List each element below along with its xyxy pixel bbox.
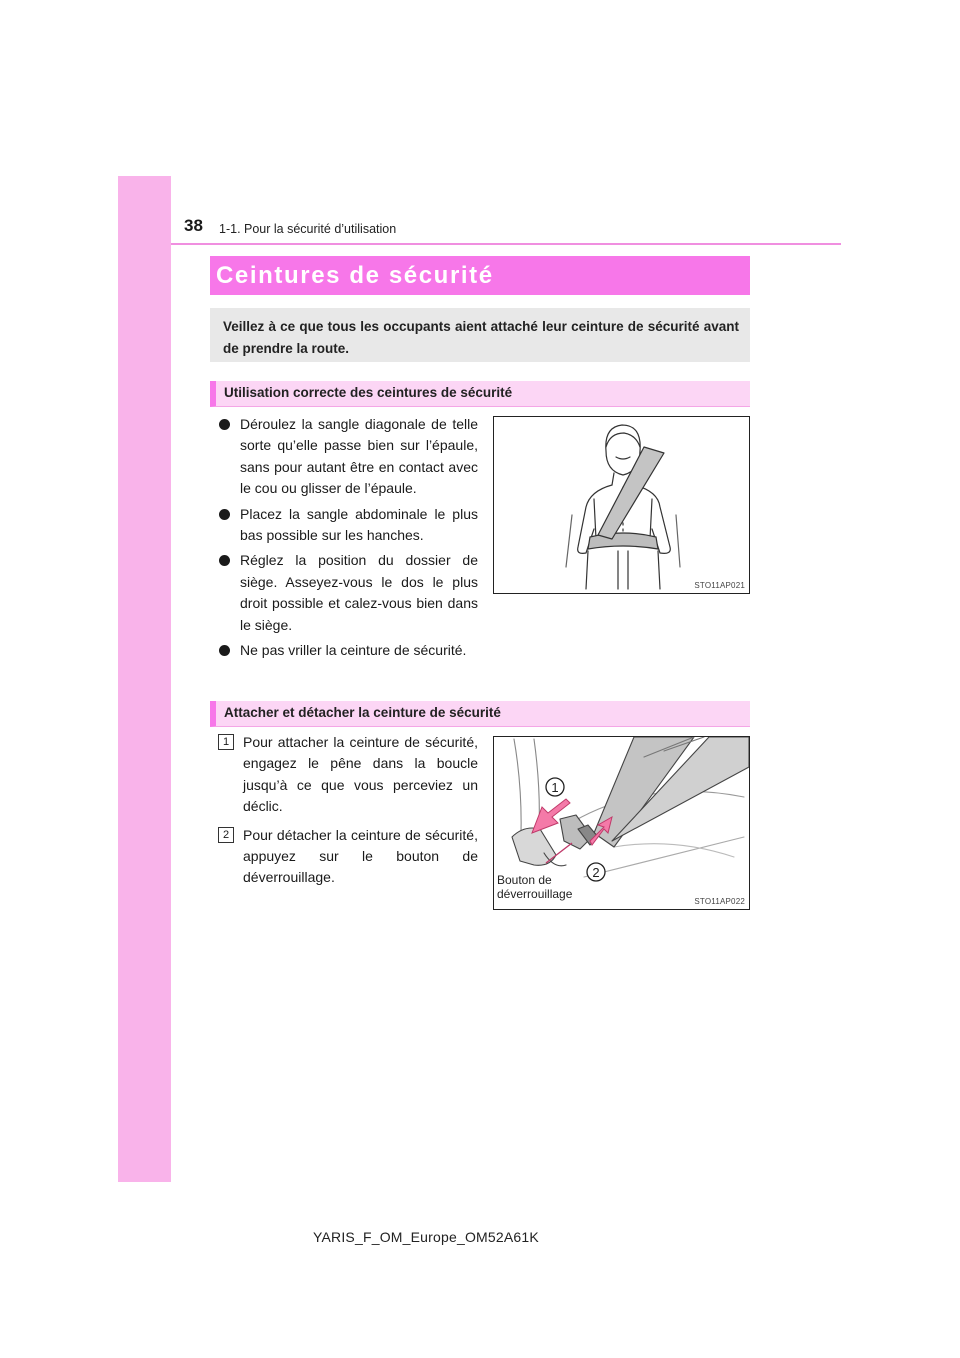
section-reference: 1-1. Pour la sécurité d’utilisation — [219, 222, 397, 236]
bullet-icon — [219, 419, 230, 430]
list-item: Ne pas vriller la ceinture de sécurité. — [210, 640, 478, 661]
seated-person-illustration — [494, 417, 749, 593]
section-heading-buckle-text: Attacher et détacher la ceinture de sécurité — [224, 705, 501, 720]
buckle-steps — [210, 732, 478, 896]
intro-text: Veillez à ce que tous les occupants aient attaché leur ceinture de sécurité avant de prendre la route. — [223, 319, 739, 356]
figure-code: STO11AP021 — [694, 581, 745, 590]
section-heading-usage-text: Utilisation correcte des ceintures de sécurité — [224, 385, 513, 400]
bullet-icon — [219, 645, 230, 656]
section-heading-buckle — [210, 701, 750, 727]
figure-buckle — [493, 736, 750, 910]
footer-document-code: YARIS_F_OM_Europe_OM52A61K — [313, 1229, 539, 1245]
bullet-icon — [219, 509, 230, 520]
page-title: Ceintures de sécurité — [216, 262, 494, 289]
page-number: 38 — [184, 216, 203, 235]
step-2: 2 Pour détacher la ceinture de sécurité, appuyez sur le bouton de déverrouillage. — [210, 825, 478, 889]
side-tab-band — [118, 176, 171, 1182]
step-1: 1 Pour attacher la ceinture de sécurité, engagez le pêne dans la boucle jusqu’à ce que vous perceviez un déclic. — [210, 732, 478, 818]
figure-code: STO11AP022 — [694, 897, 745, 906]
list-item: Réglez la position du dossier de siège. Asseyez-vous le dos le plus droit possible et calez-vous bien dans le siège. — [210, 550, 478, 636]
figure-seated-person-belt — [493, 416, 750, 594]
list-item: Déroulez la sangle diagonale de telle sorte qu’elle passe bien sur l’épaule, sans pour autant être en contact avec le cou ou glisser de l’épaule. — [210, 414, 478, 500]
usage-bullet-list — [210, 414, 478, 665]
release-button-label: Bouton de déverrouillage — [497, 873, 573, 901]
step-number-icon: 2 — [218, 827, 234, 843]
bullet-icon — [219, 555, 230, 566]
callout-2: 2 — [592, 865, 600, 880]
list-item: Placez la sangle abdominale le plus bas possible sur les hanches. — [210, 504, 478, 547]
header-rule — [171, 243, 841, 245]
callout-1: 1 — [551, 780, 559, 795]
section-heading-usage — [210, 381, 750, 407]
step-number-icon: 1 — [218, 734, 234, 750]
